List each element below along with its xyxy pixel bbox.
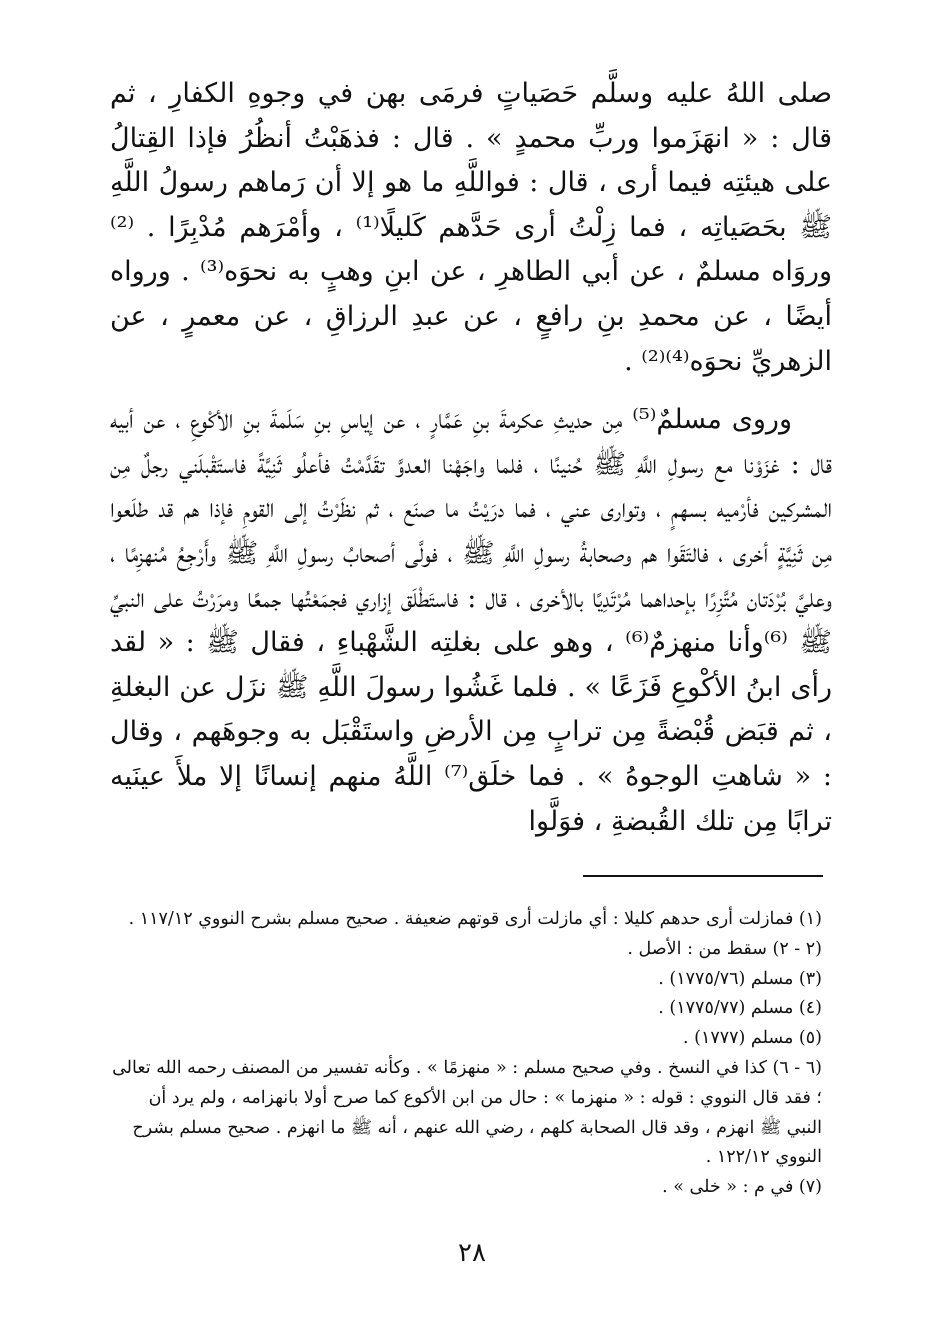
- footnote-3: (٣) مسلم (١٧٧٥/٧٦) .: [658, 968, 822, 989]
- footnote-5: (٥) مسلم (١٧٧٧) .: [682, 1028, 822, 1049]
- footnotes: [110, 905, 822, 1203]
- main-text: [110, 72, 832, 844]
- footnote-6: (٦ - ٦) كذا في النسخ . وفي صحيح مسلم : « منهزمًا » . وكأنه تفسير من المصنف رحمه الله تعالى ؛ فقد قال النووي : قوله : « منهزما » : حال من ابن الأكوع كما صرح أولا بانهزامه ، ولم يرد أن النبي ﷺ انهزم ، وقد قال الصحابة كلهم ، رضي الله عنهم ، أنه ﷺ ما انهزم . صحيح مسلم بشرح النووي ١٢٢/١٢ .: [112, 1057, 822, 1168]
- page-number: ٢٨: [458, 1238, 486, 1268]
- footnote-2: (٢ - ٢) سقط من : الأصل .: [627, 938, 822, 959]
- paragraph-2: وروى مسلمٌ⁽⁵⁾ مِن حديثِ عكرمةَ بنِ عَمَّارٍ ، عن إياسِ بنِ سَلَمةَ بنِ الأكْوعِ ، عن أبيه قال : غزَوْنا مع رسولِ اللَّهِ ﷺ حُنينًا ، فلما واجَهْنا العدوَّ تقَدَّمْتُ فأعلُو ثَنِيَّةً فاستَقْبلَني رجلٌ مِن المشركين فأرْميه بسهمٍ ، وتوارى عني ، فما درَيْتُ ما صنَع ، ثم نظَرْتُ إلى القومِ فإذا هم قد طلَعوا مِن ثَنِيَّةٍ أخرى ، فالتَقَوا هم وصحابةُ رسولِ اللَّهِ ﷺ ، فولَّى أصحابُ رسولِ اللَّهِ ﷺ وأَرْجِعُ مُنهزِمًا ، وعليَّ بُرْدَتان مُتَّزِرًا بإحداهما مُرْتَدِيًا بالأخرى ، قال : فاستَطْلَق إزاري فجمَعْتُها جمعًا ومرَرْتُ على النبيِّ ﷺ ⁽⁶⁾وأنا منهزمٌ⁽⁶⁾ ، وهو على بغلتِه الشَّهْباءِ ، فقال ﷺ : « لقد رأى ابنُ الأكْوعِ فَزَعًا » . فلما غَشُوا رسولَ اللَّهِ ﷺ نزَل عن البغلةِ ، ثم قبَض قُبْضةً مِن ترابٍ مِن الأرضِ واستَقْبَل به وجوهَهم ، وقال : « شاهتِ الوجوهُ » . فما خلَق⁽⁷⁾ اللَّهُ منهم إنسانًا إلا ملأَ عينَيه ترابًا مِن تلك القُبضةِ ، فوَلَّوا: [110, 404, 832, 837]
- footnote-7: (٧) في م : « خلى » .: [662, 1177, 822, 1198]
- footnote-1: (١) فمازلت أرى حدهم كليلا : أي مازلت أرى قوتهم ضعيفة . صحيح مسلم بشرح النووي ١١٧/١٢ .: [128, 909, 822, 929]
- paragraph-1: صلى اللهُ عليه وسلَّم حَصَياتٍ فرمَى بهن في وجوهِ الكفارِ ، ثم قال : « انهَزَموا وربِّ محمدٍ » . قال : فذهَبْتُ أنظُرُ فإذا القِتالُ على هيئتِه فيما أرى ، قال : فواللَّهِ ما هو إلا أن رَماهم رسولُ اللَّهِ ﷺ بحَصَياتِه ، فما زِلْتُ أرى حَدَّهم كَليلًا⁽¹⁾ ، وأمْرَهم مُدْبِرًا . ⁽²⁾وروَاه مسلمٌ ، عن أبي الطاهرِ ، عن ابنِ وهبٍ به نحوَه⁽³⁾ . ورواه أيضًا ، عن محمدِ بنِ رافعٍ ، عن عبدِ الرزاقِ ، عن معمرٍ ، عن الزهريِّ نحوَه⁽⁴⁾⁽²⁾ .: [110, 78, 832, 377]
- footnote-separator: [583, 875, 823, 877]
- footnote-4: (٤) مسلم (١٧٧٥/٧٧) .: [658, 998, 822, 1019]
